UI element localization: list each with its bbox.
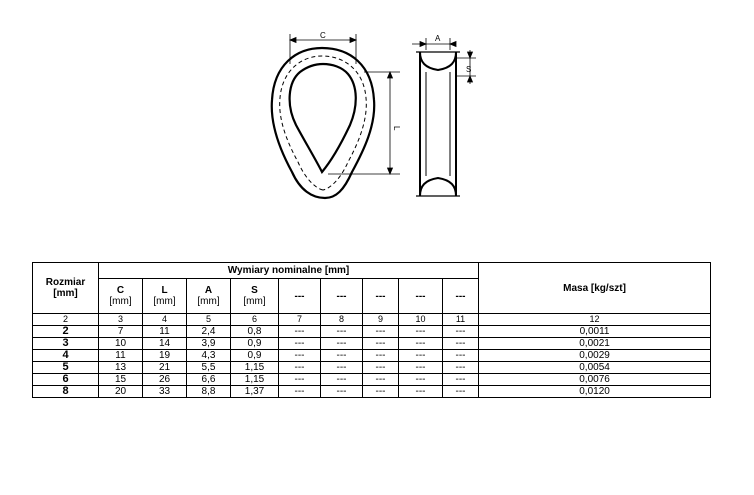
thimble-side-view [416, 52, 460, 196]
size-header [33, 263, 99, 314]
cell-a: 2,4 [187, 326, 231, 338]
dimensions-table [32, 262, 711, 398]
thimble-front-view [272, 48, 374, 198]
cell-mass: 0,0021 [479, 338, 711, 350]
cell-s: 1,15 [231, 374, 279, 386]
label-l: L [392, 126, 401, 131]
cell-d1: --- [279, 350, 321, 362]
cell-d3: --- [363, 374, 399, 386]
cell-d2: --- [321, 350, 363, 362]
group-header: Wymiary nominalne [mm] [99, 263, 479, 279]
table-body [33, 326, 711, 398]
cell-mass: 0,0120 [479, 386, 711, 398]
column-index: 2 [33, 314, 99, 326]
column-index: 6 [231, 314, 279, 326]
cell-a: 6,6 [187, 374, 231, 386]
cell-d2: --- [321, 362, 363, 374]
cell-l: 14 [143, 338, 187, 350]
cell-s: 0,9 [231, 350, 279, 362]
cell-d2: --- [321, 386, 363, 398]
cell-s: 1,15 [231, 362, 279, 374]
dimension-l [328, 72, 400, 174]
table-row [33, 374, 711, 386]
cell-d5: --- [443, 338, 479, 350]
cell-s: 0,8 [231, 326, 279, 338]
cell-mass: 0,0054 [479, 362, 711, 374]
cell-size: 5 [33, 362, 99, 374]
label-a: A [435, 34, 441, 43]
cell-mass: 0,0029 [479, 350, 711, 362]
cell-d5: --- [443, 362, 479, 374]
column-header-c: C [mm] [99, 279, 143, 314]
column-header-empty: --- [363, 279, 399, 314]
cell-d4: --- [399, 362, 443, 374]
cell-c: 10 [99, 338, 143, 350]
column-index: 10 [399, 314, 443, 326]
cell-d4: --- [399, 386, 443, 398]
cell-d4: --- [399, 350, 443, 362]
cell-s: 1,37 [231, 386, 279, 398]
cell-d3: --- [363, 386, 399, 398]
column-header-empty: --- [399, 279, 443, 314]
cell-size: 4 [33, 350, 99, 362]
cell-d2: --- [321, 338, 363, 350]
cell-d3: --- [363, 326, 399, 338]
cell-a: 8,8 [187, 386, 231, 398]
cell-l: 26 [143, 374, 187, 386]
cell-d1: --- [279, 386, 321, 398]
column-index: 8 [321, 314, 363, 326]
column-index-row [33, 314, 711, 326]
column-index: 9 [363, 314, 399, 326]
size-header-line1: Rozmiar [45, 277, 86, 288]
cell-l: 19 [143, 350, 187, 362]
table-row [33, 338, 711, 350]
column-index: 5 [187, 314, 231, 326]
column-index: 3 [99, 314, 143, 326]
cell-d1: --- [279, 362, 321, 374]
cell-d1: --- [279, 374, 321, 386]
cell-d5: --- [443, 350, 479, 362]
table-row [33, 386, 711, 398]
label-s: S [466, 65, 472, 74]
cell-a: 5,5 [187, 362, 231, 374]
cell-a: 3,9 [187, 338, 231, 350]
header-row-group [33, 263, 711, 279]
cell-s: 0,9 [231, 338, 279, 350]
table-row [33, 362, 711, 374]
thimble-drawing-svg [0, 0, 754, 225]
size-header-line2: [mm] [53, 288, 78, 299]
cell-l: 21 [143, 362, 187, 374]
cell-mass: 0,0011 [479, 326, 711, 338]
cell-d1: --- [279, 338, 321, 350]
cell-c: 20 [99, 386, 143, 398]
cell-size: 3 [33, 338, 99, 350]
cell-d5: --- [443, 326, 479, 338]
cell-d4: --- [399, 338, 443, 350]
cell-c: 15 [99, 374, 143, 386]
mass-header: Masa [kg/szt] [479, 263, 711, 314]
cell-c: 11 [99, 350, 143, 362]
cell-size: 2 [33, 326, 99, 338]
cell-size: 6 [33, 374, 99, 386]
column-index: 7 [279, 314, 321, 326]
cell-size: 8 [33, 386, 99, 398]
label-c: C [320, 31, 326, 40]
column-header-l: L [mm] [143, 279, 187, 314]
cell-d5: --- [443, 374, 479, 386]
column-header-empty: --- [321, 279, 363, 314]
cell-d2: --- [321, 374, 363, 386]
cell-d3: --- [363, 338, 399, 350]
column-header-empty: --- [443, 279, 479, 314]
column-index: 11 [443, 314, 479, 326]
dimension-a [412, 38, 456, 50]
cell-d2: --- [321, 326, 363, 338]
column-header-empty: --- [279, 279, 321, 314]
column-header-s: S [mm] [231, 279, 279, 314]
cell-c: 13 [99, 362, 143, 374]
column-index: 4 [143, 314, 187, 326]
column-header-a: A [mm] [187, 279, 231, 314]
cell-d5: --- [443, 386, 479, 398]
cell-d1: --- [279, 326, 321, 338]
cell-c: 7 [99, 326, 143, 338]
cell-l: 33 [143, 386, 187, 398]
cell-mass: 0,0076 [479, 374, 711, 386]
cell-a: 4,3 [187, 350, 231, 362]
cell-l: 11 [143, 326, 187, 338]
cell-d3: --- [363, 362, 399, 374]
table-row [33, 326, 711, 338]
column-index: 12 [479, 314, 711, 326]
cell-d4: --- [399, 326, 443, 338]
table-row [33, 350, 711, 362]
thimble-technical-drawing [0, 0, 754, 225]
cell-d4: --- [399, 374, 443, 386]
cell-d3: --- [363, 350, 399, 362]
